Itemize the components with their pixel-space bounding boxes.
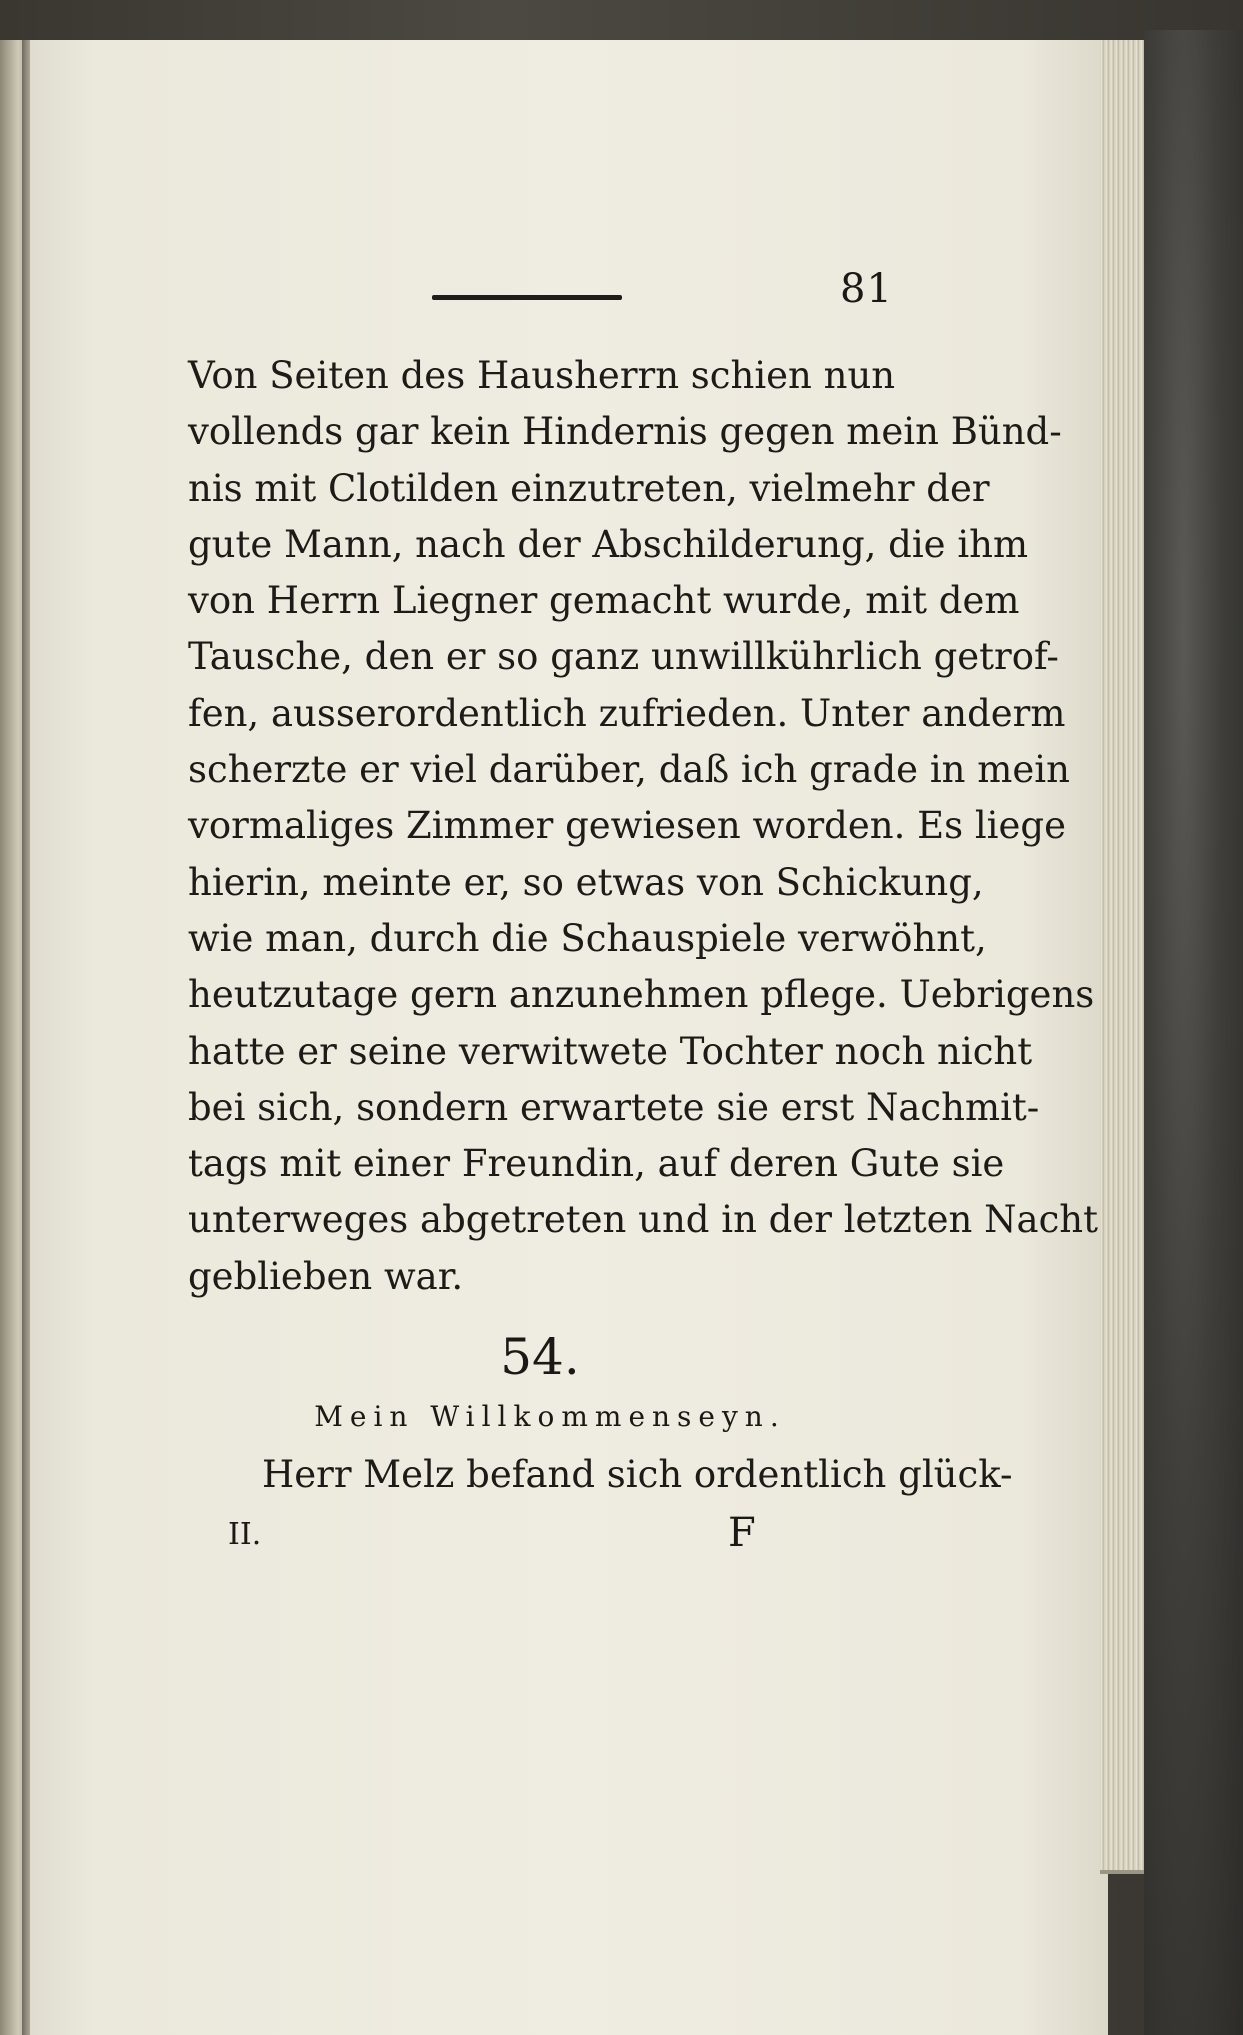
page-edges-stack (1100, 40, 1144, 1874)
text-line: Tausche, den er so ganz unwillkührlich getrof- (188, 635, 1059, 679)
continuation-line: Herr Melz befand sich ordentlich glück- (262, 1453, 1013, 1496)
text-line: bei sich, sondern erwartete sie erst Nachmit- (188, 1085, 1040, 1129)
text-line: vollends gar kein Hindernis gegen mein Bünd- (188, 410, 1062, 454)
text-line: fen, ausserordentlich zufrieden. Unter anderm (188, 691, 1066, 735)
text-line: geblieben war. (188, 1254, 464, 1298)
signature-mark: II. (228, 1517, 262, 1552)
text-line: unterweges abgetreten und in der letzten Nacht (188, 1198, 1099, 1242)
text-line: von Herrn Liegner gemacht wurde, mit dem (188, 579, 1020, 623)
body-text (188, 348, 1099, 1305)
text-line: tags mit einer Freundin, auf deren Gute sie (188, 1142, 1005, 1186)
section-number: 54. (500, 1328, 580, 1386)
book-cover-edge (1144, 30, 1243, 2035)
header-rule (432, 295, 622, 300)
text-line: nis mit Clotilden einzutreten, vielmehr der (188, 466, 990, 510)
page-number: 81 (840, 266, 893, 312)
text-line: vormaliges Zimmer gewiesen worden. Es liege (188, 804, 1066, 848)
text-line: heutzutage gern anzunehmen pflege. Uebrigens (188, 973, 1095, 1017)
text-line: gute Mann, nach der Abschilderung, die ihm (188, 522, 1029, 566)
text-line: hierin, meinte er, so etwas von Schickung, (188, 860, 984, 904)
text-line: hatte er seine verwitwete Tochter noch nicht (188, 1029, 1033, 1073)
text-line: wie man, durch die Schauspiele verwöhnt, (188, 916, 987, 960)
section-title: Mein Willkommenseyn. (314, 1400, 786, 1433)
catchword: F (728, 1510, 756, 1556)
text-line: Von Seiten des Hausherrn schien nun (188, 354, 896, 397)
text-line: scherzte er viel darüber, daß ich grade in mein (188, 748, 1070, 792)
